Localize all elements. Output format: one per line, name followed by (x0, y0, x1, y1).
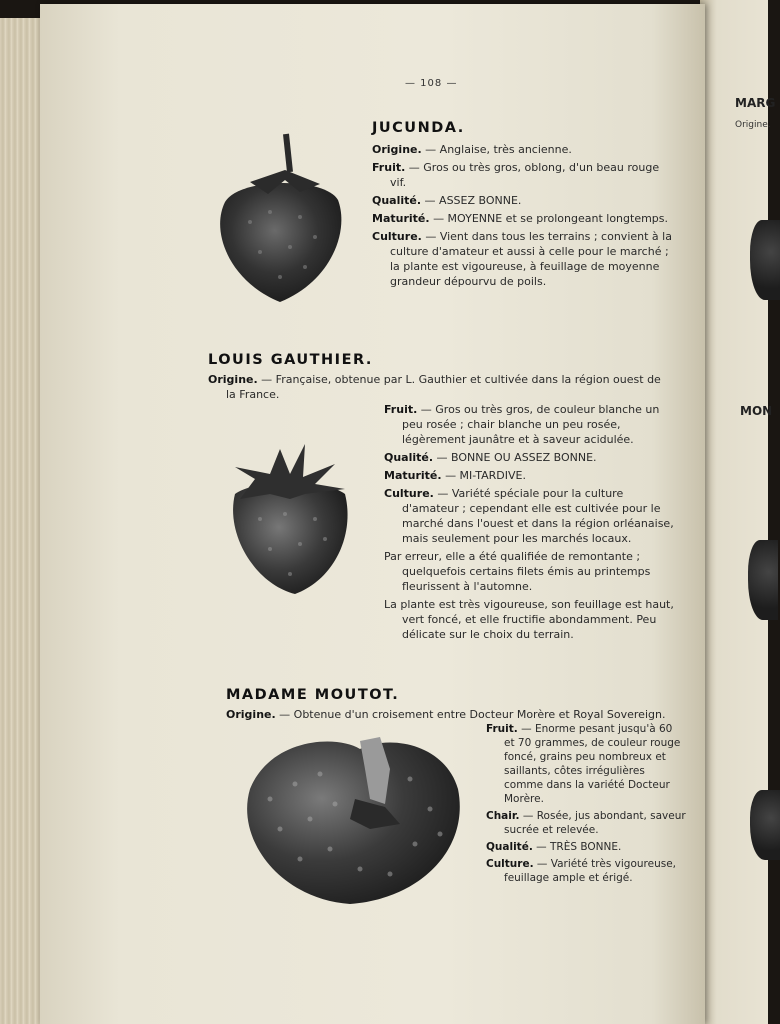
variety-title-jucunda: JUCUNDA. (372, 120, 465, 136)
facing-page-strawberry-image-3 (750, 790, 780, 860)
entry-qualite: Qualité. — ASSEZ BONNE. (372, 194, 522, 207)
entry-culture: Culture. — Variété spéciale pour la culture d'amateur ; cependant elle est cultivée pour le marché dans l'ouest et dans la région orléanaise, mais seulement pour les marchés locaux. (384, 487, 674, 545)
entry-fruit: Fruit. — Enorme pesant jusqu'à 60 et 70 grammes, de couleur rouge foncé, grains peu nombreux et saillants, côtes irrégulières comme dans la variété Docteur Morère. (486, 723, 681, 805)
entry-maturite: Maturité. — MOYENNE et se prolongeant longtemps. (372, 212, 669, 225)
facing-page-heading-1: MARG (735, 96, 776, 110)
variety-origin-madame-moutot: Origine. — Obtenue d'un croisement entre Docteur Morère et Royal Sovereign. (226, 708, 666, 721)
variety-title-madame-moutot: MADAME MOUTOT. (226, 687, 400, 703)
variety-origin-louis-gauthier: Origine. — Française, obtenue par L. Gauthier et cultivée dans la région ouest de la France. (208, 373, 661, 401)
entry-culture: Culture. — Variété très vigoureuse, feuillage ample et érigé. (486, 858, 676, 884)
entry-fruit: Fruit. — Gros ou très gros, oblong, d'un beau rouge vif. (372, 161, 660, 189)
facing-page-heading-2: MON (740, 404, 773, 418)
strawberry-image-jucunda (210, 132, 350, 307)
entry-note-remontante: Par erreur, elle a été qualifiée de remontante ; quelquefois certains filets émis au printemps fleurissent à l'automne. (384, 550, 651, 593)
entry-qualite: Qualité. — TRÈS BONNE. (486, 841, 622, 853)
facing-page (700, 0, 776, 1024)
entry-chair: Chair. — Rosée, jus abondant, saveur sucrée et relevée. (486, 810, 686, 836)
facing-page-strawberry-image-2 (748, 540, 778, 620)
strawberry-image-louis-gauthier (225, 439, 355, 599)
facing-page-label: Origine. (735, 120, 771, 130)
entry-origine: Origine. — Anglaise, très ancienne. (372, 143, 572, 156)
entry-maturite: Maturité. — MI-TARDIVE. (384, 469, 526, 482)
variety-details-madame-moutot (486, 722, 686, 888)
entry-fruit: Fruit. — Gros ou très gros, de couleur blanche un peu rosée ; chair blanche un peu rosée, légèrement jaunâtre et à saveur acidulée. (384, 403, 660, 446)
facing-page-strawberry-image (750, 220, 780, 300)
page-number: — 108 — (405, 78, 458, 89)
entry-culture: Culture. — Vient dans tous les terrains ; convient à la culture d'amateur et aussi à celle pour le marché ; la plante est vigoureuse, à feuillage de moyenne grandeur dépourvu de poils. (372, 230, 672, 288)
strawberry-image-madame-moutot (240, 729, 465, 909)
entry-note-plante: La plante est très vigoureuse, son feuillage est haut, vert foncé, et elle fructifie abondamment. Peu délicate sur le choix du terrain. (384, 598, 674, 641)
variety-details-louis-gauthier (384, 402, 674, 645)
variety-details-jucunda (372, 142, 672, 292)
book-page (40, 4, 705, 1024)
variety-title-louis-gauthier: LOUIS GAUTHIER. (208, 352, 373, 368)
entry-qualite: Qualité. — BONNE OU ASSEZ BONNE. (384, 451, 597, 464)
